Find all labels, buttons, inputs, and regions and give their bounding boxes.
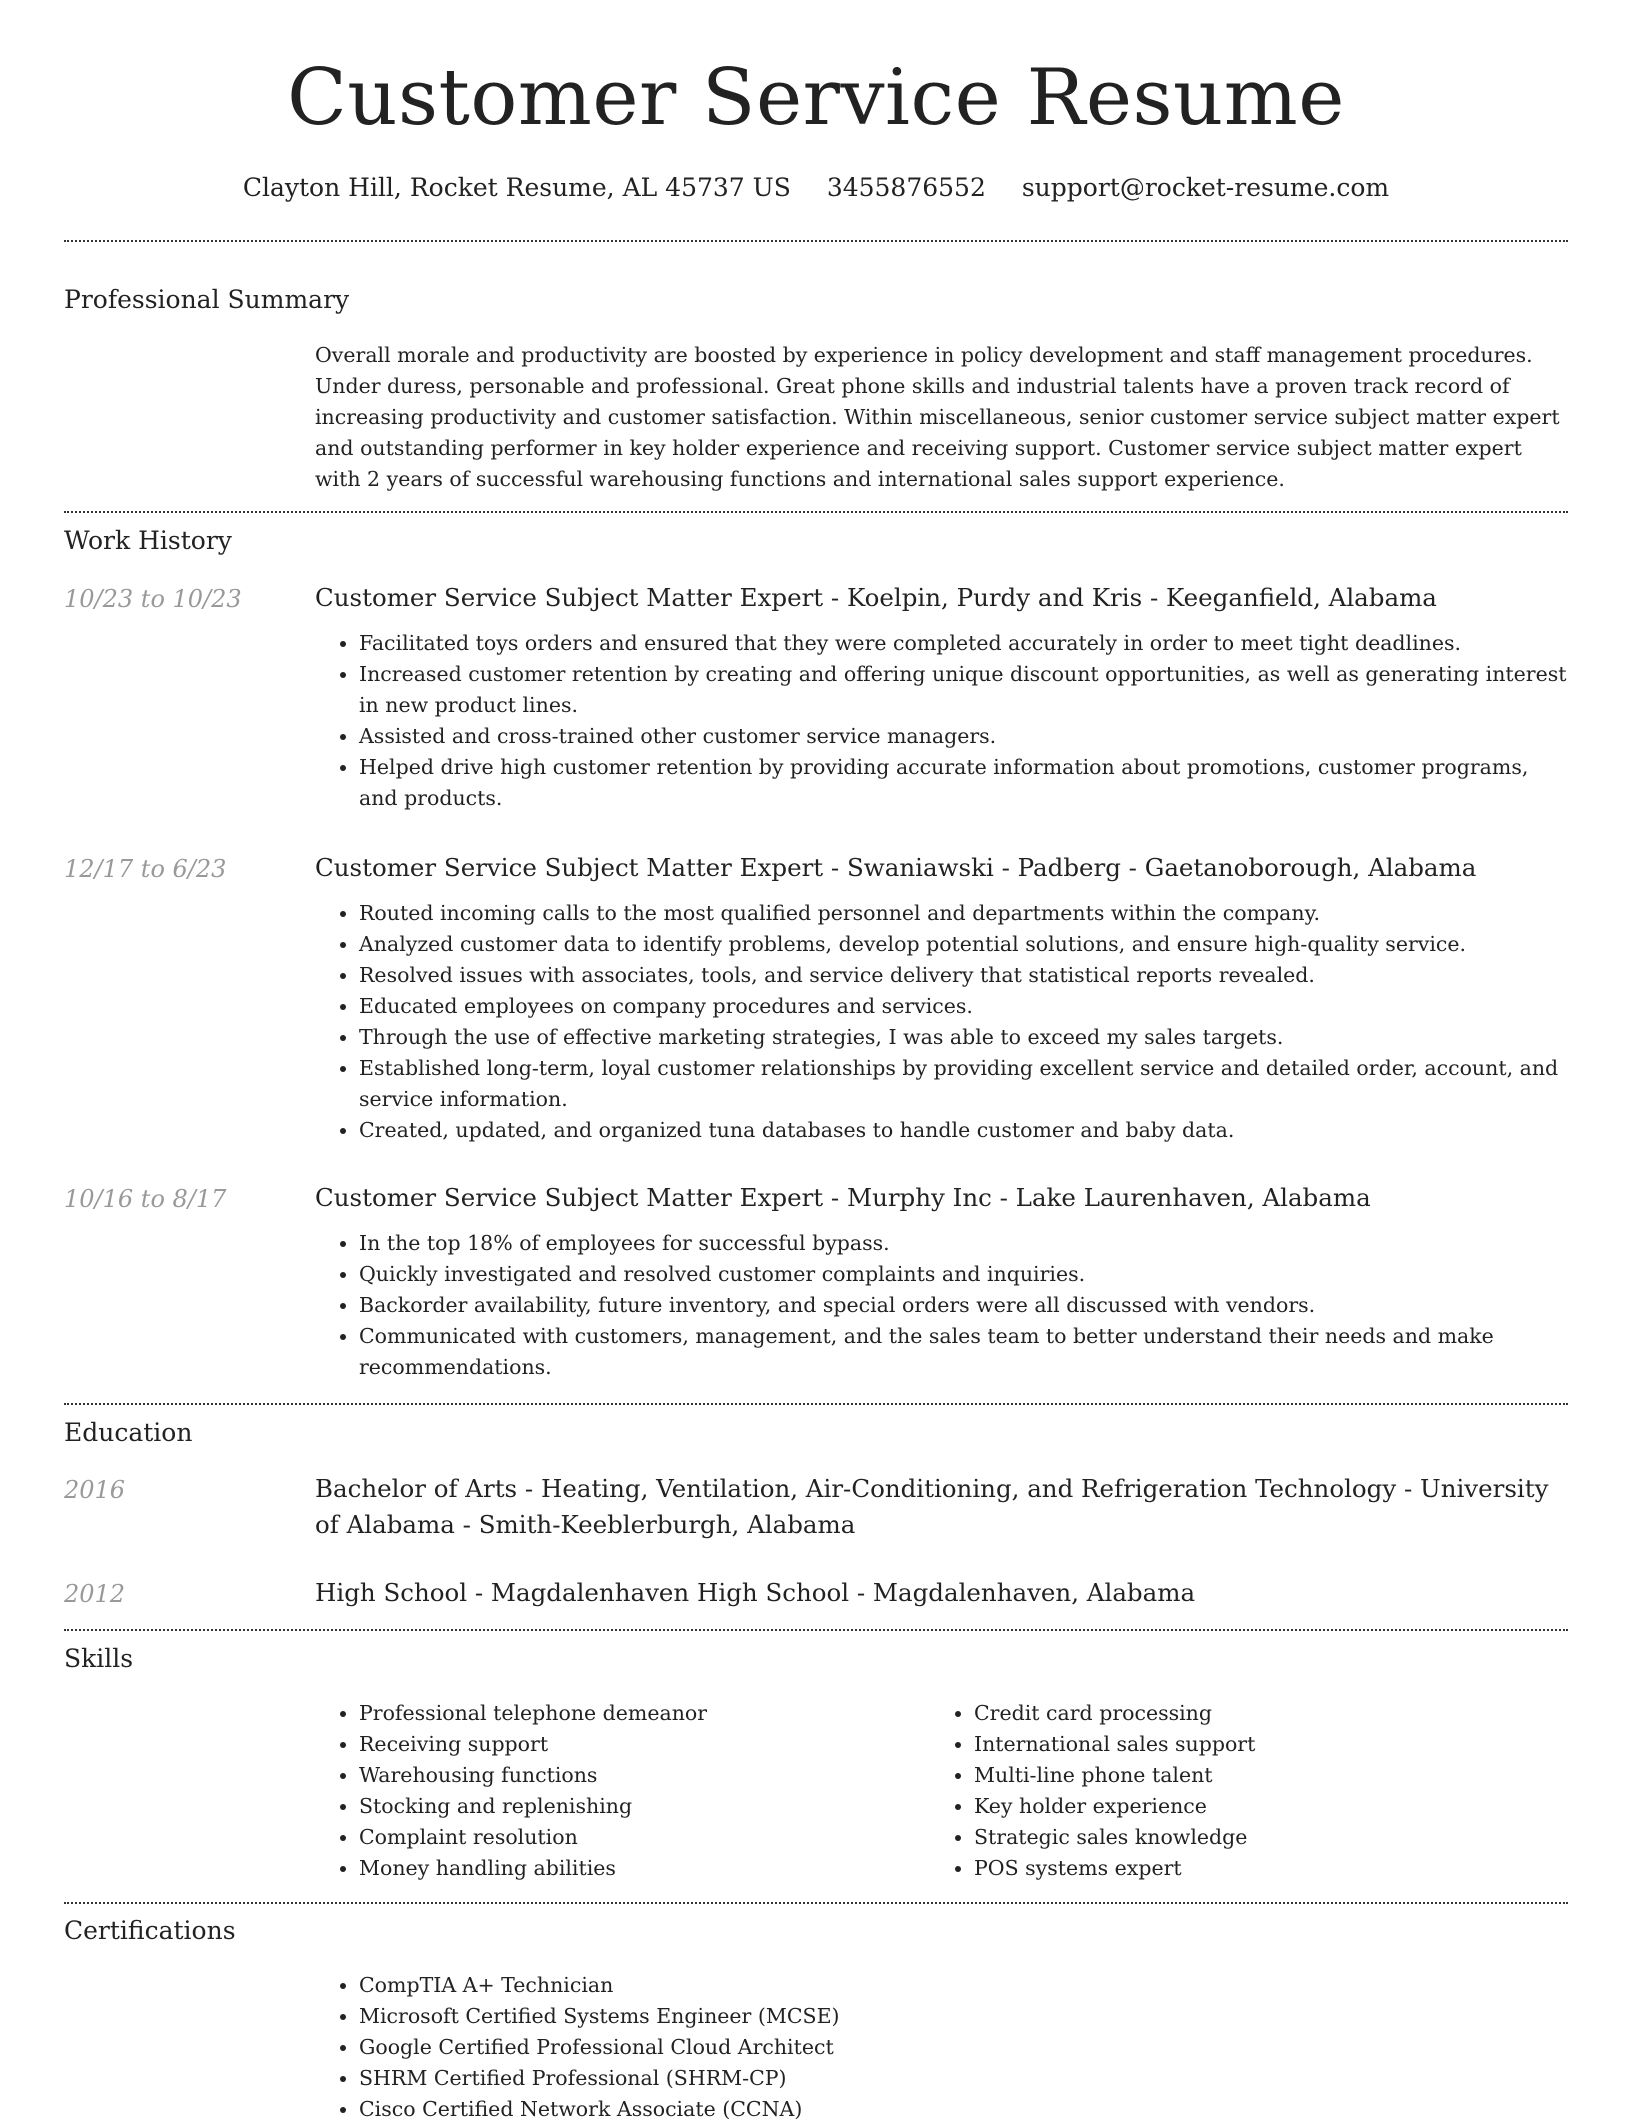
skill-item: • Receiving support [359,1729,875,1760]
job-bullet: • Resolved issues with associates, tools, and service delivery that statistical reports revealed. [359,960,1568,991]
job-bullets [315,1228,1568,1383]
education-year: 2016 [64,1476,126,1504]
skill-item: • Multi-line phone talent [974,1760,1490,1791]
job-bullet: • Backorder availability, future inventory, and special orders were all discussed with vendors. [359,1290,1568,1321]
skill-item: • Credit card processing [974,1698,1490,1729]
divider [64,240,1568,242]
summary-text: Overall morale and productivity are boosted by experience in policy development and staff management procedures. Under duress, personable and professional. Great phone skills and industrial talents have a proven track record of increasing productivity and customer satisfaction. Within miscellaneous, senior customer service subject matter expert and outstanding performer in key holder experience and receiving support. Customer service subject matter expert with 2 years of successful warehousing functions and international sales support experience. [315,343,1560,491]
job-bullet: • Analyzed customer data to identify problems, develop potential solutions, and ensure high-quality service. [359,929,1568,960]
job-entry [315,1180,1568,1383]
skill-item: • Strategic sales knowledge [974,1822,1490,1853]
skills-list-right [930,1698,1490,1884]
skill-item: • Money handling abilities [359,1853,875,1884]
work-history-heading: Work History [64,526,232,555]
divider [64,1902,1568,1904]
skills-list-left [315,1698,875,1884]
certification-item: • Google Certified Professional Cloud Architect [359,2032,1568,2063]
skills-bullets [930,1698,1490,1884]
job-bullet: • Increased customer retention by creating and offering unique discount opportunities, as well as generating interest in new product lines. [359,659,1568,721]
divider [64,511,1568,513]
skill-item: • Stocking and replenishing [359,1791,875,1822]
skill-item: • POS systems expert [974,1853,1490,1884]
job-bullets [315,628,1568,814]
job-entry [315,580,1568,814]
skill-item: • Key holder experience [974,1791,1490,1822]
contact-email: support@rocket-resume.com [1021,173,1390,202]
job-bullet: • In the top 18% of employees for successful bypass. [359,1228,1568,1259]
job-dates: 10/16 to 8/17 [64,1185,227,1213]
contact-phone: 3455876552 [826,173,986,202]
job-bullet: • Facilitated toys orders and ensured that they were completed accurately in order to meet tight deadlines. [359,628,1568,659]
job-bullet: • Created, updated, and organized tuna databases to handle customer and baby data. [359,1115,1568,1146]
skill-item: • International sales support [974,1729,1490,1760]
skill-item: • Professional telephone demeanor [359,1698,875,1729]
divider [64,1629,1568,1631]
certification-bullets [315,1970,1568,2125]
job-bullet: • Helped drive high customer retention by providing accurate information about promotions, customer programs, and products. [359,752,1568,814]
skills-bullets [315,1698,875,1884]
certification-item: • CompTIA A+ Technician [359,1970,1568,2001]
job-bullet: • Routed incoming calls to the most qualified personnel and departments within the company. [359,898,1568,929]
job-dates: 10/23 to 10/23 [64,585,242,613]
contact-line [0,170,1632,206]
skill-item: • Complaint resolution [359,1822,875,1853]
job-bullet: • Educated employees on company procedures and services. [359,991,1568,1022]
education-year: 2012 [64,1580,126,1608]
certifications-heading: Certifications [64,1916,236,1945]
job-bullet: • Communicated with customers, management, and the sales team to better understand their needs and make recommendations. [359,1321,1568,1383]
contact-address: Clayton Hill, Rocket Resume, AL 45737 US [242,173,791,202]
job-bullet: • Assisted and cross-trained other customer service managers. [359,721,1568,752]
job-entry [315,850,1568,1146]
job-title: Customer Service Subject Matter Expert - Murphy Inc - Lake Laurenhaven, Alabama [315,1183,1371,1212]
job-title: Customer Service Subject Matter Expert - Koelpin, Purdy and Kris - Keeganfield, Alabama [315,583,1437,612]
job-title: Customer Service Subject Matter Expert - Swaniawski - Padberg - Gaetanoborough, Alabama [315,853,1477,882]
certification-item: • Microsoft Certified Systems Engineer (MCSE) [359,2001,1568,2032]
summary-heading: Professional Summary [64,285,350,314]
divider [64,1403,1568,1405]
job-bullets [315,898,1568,1146]
skills-heading: Skills [64,1644,134,1673]
job-dates: 12/17 to 6/23 [64,855,227,883]
job-bullet: • Through the use of effective marketing strategies, I was able to exceed my sales targets. [359,1022,1568,1053]
education-entry: High School - Magdalenhaven High School - Magdalenhaven, Alabama [315,1578,1196,1607]
certifications-list [315,1970,1568,2125]
resume-title: Customer Service Resume [287,53,1345,143]
skill-item: • Warehousing functions [359,1760,875,1791]
job-bullet: • Established long-term, loyal customer relationships by providing excellent service and detailed order, account, and service information. [359,1053,1568,1115]
education-entry: Bachelor of Arts - Heating, Ventilation, Air-Conditioning, and Refrigeration Technology - University of Alabama - Smith-Keeblerburgh, Alabama [315,1474,1549,1539]
certification-item: • SHRM Certified Professional (SHRM-CP) [359,2063,1568,2094]
certification-item: • Cisco Certified Network Associate (CCNA) [359,2094,1568,2125]
job-bullet: • Quickly investigated and resolved customer complaints and inquiries. [359,1259,1568,1290]
education-heading: Education [64,1418,193,1447]
